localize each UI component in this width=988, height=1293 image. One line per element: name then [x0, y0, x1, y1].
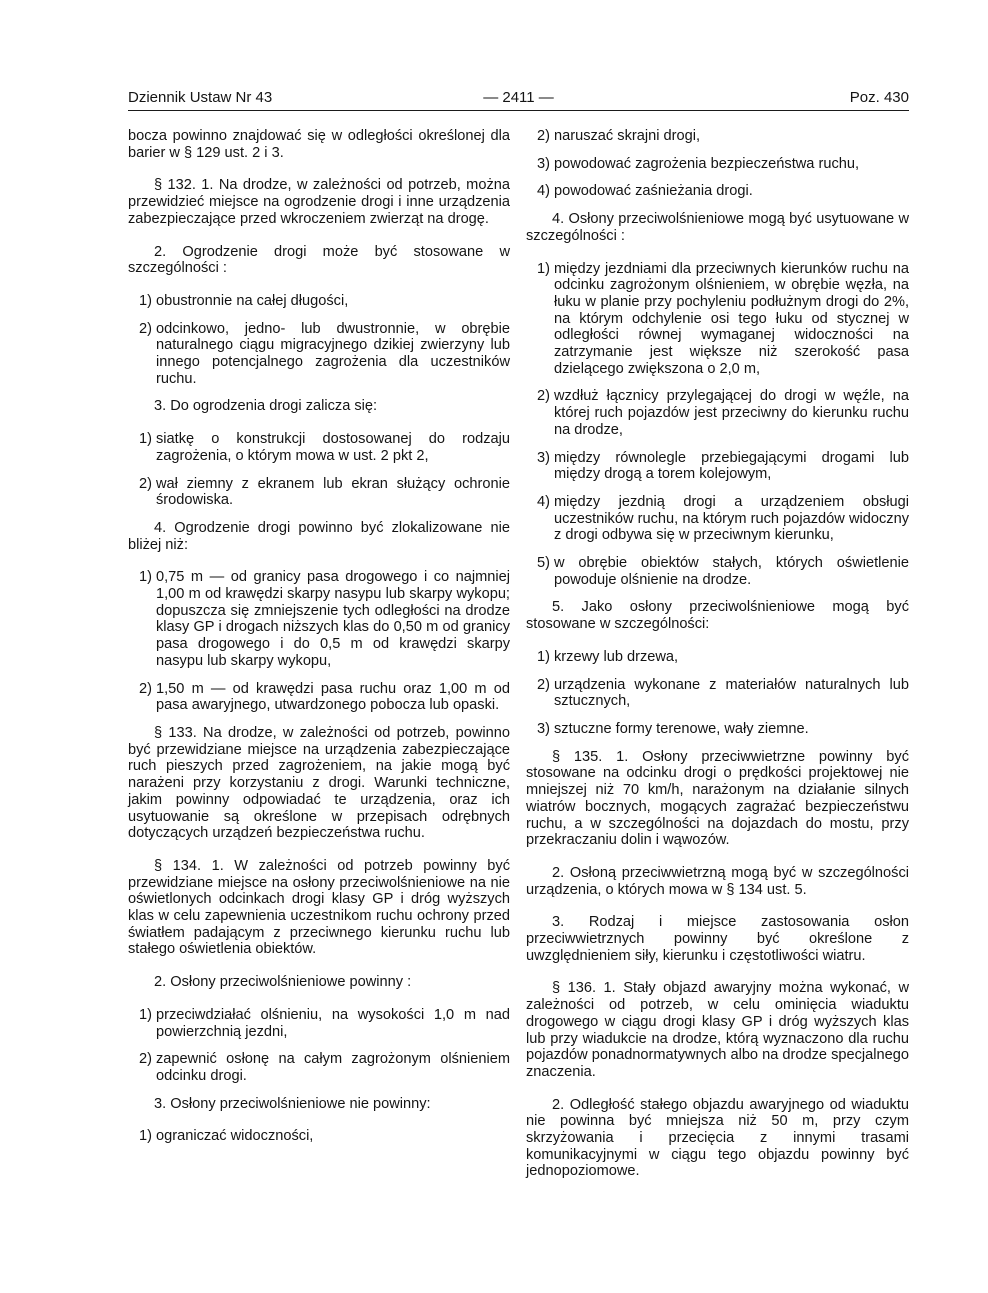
list-item-text: ograniczać widoczności,: [156, 1128, 314, 1145]
list-item-number: 2): [139, 320, 152, 337]
list-item-number: 1): [537, 648, 550, 665]
list-item: [526, 450, 909, 483]
paragraph: bocza powinno znajdować się w odległości określonej dla barier w § 129 ust. 2 i 3.: [128, 128, 510, 161]
list-item-text: sztuczne formy terenowe, wały ziemne.: [554, 720, 809, 737]
list-item: [526, 183, 909, 200]
list-item-text: powodować zagrożenia bezpieczeństwa ruchu,: [554, 155, 860, 172]
position-number: Poz. 430: [849, 89, 909, 106]
list-item: [128, 321, 510, 388]
list-item-number: 3): [537, 720, 550, 737]
list-item: [128, 431, 510, 464]
paragraph: § 132. 1. Na drodze, w zależności od potrzeb, można przewidzieć miejsce na ogrodzenie drogi i inne urządzenia zabezpieczające przed wkroczeniem zwierząt na drogę.: [128, 177, 510, 227]
paragraph: § 134. 1. W zależności od potrzeb powinny być przewidziane miejsce na osłony przeciwolśnieniowe na nie oświetlonych odcinkach drogi klasy GP i dróg wyższych klas w celu zapewnienia uczestnikom ruchu ochrony przed światłem padającym z przeciwnego kierunku ruchu lub stałego oświetlenia obiektów.: [128, 857, 510, 958]
list-item: [128, 681, 510, 714]
list-item: [128, 569, 510, 669]
list-item-text: obustronnie na całej długości,: [156, 292, 349, 309]
list-item: [526, 677, 909, 710]
list-item-number: 2): [537, 388, 550, 405]
list-item: [526, 649, 909, 666]
list-item: [526, 721, 909, 738]
list-item-text: między jezdnią drogi a urządzeniem obsługi uczestników ruchu, na którym ruch pojazdów widoczny z drogi odbywa się w przeciwnym kierunku,: [554, 493, 909, 544]
list-item: [526, 128, 909, 145]
list-item-number: 4): [537, 493, 550, 510]
list-item-text: siatkę o konstrukcji dostosowanej do rodzaju zagrożenia, o którym mowa w ust. 2 pkt 2,: [156, 431, 510, 464]
paragraph: 3. Osłony przeciwolśnieniowe nie powinny:: [154, 1095, 431, 1112]
list-item-text: odcinkowo, jedno- lub dwustronnie, w obrębie naturalnego ciągu migracyjnego dzikiej zwierzyny lub innego potencjalnego zagrożenia dla uczestników ruchu.: [156, 320, 510, 387]
left-column: [128, 128, 510, 1156]
list-item-number: 2): [139, 680, 152, 697]
list-item-number: 3): [537, 449, 550, 466]
list-item: [128, 1128, 510, 1145]
list-item-number: 2): [537, 128, 550, 144]
list-item: [526, 156, 909, 173]
paragraph: 2. Odległość stałego objazdu awaryjnego od wiaduktu nie powinna być mniejsza niż 50 m, przy czym skrzyżowania i przecięcia z innymi trasami komunikacyjnymi w ciągu tego objazdu powinny być jednopoziomowe.: [526, 1096, 909, 1180]
list-item: [128, 1051, 510, 1084]
header-rule: [128, 110, 909, 111]
list-item-number: 1): [139, 1128, 152, 1145]
list-item: [128, 476, 510, 509]
paragraph: 4. Ogrodzenie drogi powinno być zlokalizowane nie bliżej niż:: [128, 519, 510, 553]
list-item-text: między jezdniami dla przeciwnych kierunków ruchu na odcinku zagrożonym olśnieniem, w obrębie węzła, na łuku w planie przy pochyleniu podłużnym drogi do 2%, na którym odchylenie osi tego łuku od stycznej w odległości równej wymaganej widoczności na zatrzymanie jest większe niż szerokość pasa dzielącego zwiększona o 2,0 m,: [554, 260, 909, 377]
list-item-number: 2): [139, 1051, 152, 1068]
paragraph: 2. Osłoną przeciwwietrzną mogą być w szczególności urządzenia, o których mowa w § 134 ust. 5.: [526, 864, 909, 898]
list-item: [526, 494, 909, 544]
journal-title: Dziennik Ustaw Nr 43: [128, 89, 273, 106]
list-item-number: 1): [139, 431, 152, 448]
list-item-number: 3): [537, 155, 550, 172]
paragraph: § 135. 1. Osłony przeciwwietrzne powinny być stosowane na odcinku drogi o prędkości projektowej nie mniejszej niż 70 km/h, narażonym na działanie silnych wiatrów bocznych, mogących zagrażać bezpieczeństwu ruchu, a w szczególności na dojazdach do mostu, przy przekraczaniu dolin i wąwozów.: [526, 748, 909, 849]
list-item-number: 2): [537, 676, 550, 693]
list-item: [128, 293, 510, 310]
list-item-text: między równolegle przebiegającymi drogami lub między drogą a torem kolejowym,: [554, 449, 909, 483]
list-item-number: 1): [139, 569, 152, 586]
list-item-text: 1,50 m — od krawędzi pasa ruchu oraz 1,00 m od pasa awaryjnego, utwardzonego pobocza lub opaski.: [156, 680, 510, 714]
list-item-text: w obrębie obiektów stałych, których oświetlenie powoduje olśnienie na drodze.: [554, 555, 909, 588]
list-item-number: 1): [139, 292, 152, 309]
page-header: [128, 88, 909, 110]
paragraph: § 136. 1. Stały objazd awaryjny można wykonać, w zależności od potrzeb, w celu ominięcia wiaduktu drogowego w ciągu drogi klasy GP i dróg wyższych klas lub przy wiadukcie na drodze, którą wyznaczono dla ruchu pojazdów ponadnormatywnych albo na drodze specjalnego znaczenia.: [526, 980, 909, 1080]
list-item: [526, 261, 909, 378]
list-item-text: wzdłuż łącznicy przylegającej do drogi w węźle, na której ruch pojazdów jest przeciwny do kierunku ruchu na drodze,: [554, 388, 909, 438]
list-item-text: zapewnić osłonę na całym zagrożonym olśnieniem odcinku drogi.: [156, 1051, 510, 1084]
list-item: [526, 388, 909, 438]
list-item-text: urządzenia wykonane z materiałów naturalnych lub sztucznych,: [554, 676, 909, 710]
paragraph: 2. Ogrodzenie drogi może być stosowane w szczególności :: [128, 243, 510, 277]
list-item-text: powodować zaśnieżania drogi.: [554, 183, 753, 200]
list-item-number: 1): [537, 260, 550, 277]
list-item-number: 4): [537, 183, 550, 200]
paragraph: § 133. Na drodze, w zależności od potrzeb, powinno być przewidziane miejsce na urządzenia zabezpieczające ruch pieszych przed zagrożeniem, na jakie mogą być narażeni przy korzystaniu z drogi. Warunki techniczne, jakim powinny odpowiadać te urządzenia, oraz ich usytuowanie są określone w przepisach odrębnych dotyczących urządzeń bezpieczeństwa ruchu.: [128, 724, 510, 842]
list-item-text: przeciwdziałać olśnieniu, na wysokości 1,0 m nad powierzchnią jezdni,: [156, 1006, 510, 1040]
list-item-number: 1): [139, 1006, 152, 1023]
list-item: [128, 1007, 510, 1040]
paragraph: 4. Osłony przeciwolśnieniowe mogą być usytuowane w szczególności :: [526, 211, 909, 244]
right-column: [526, 128, 909, 1196]
paragraph: 3. Rodzaj i miejsce zastosowania osłon przeciwwietrznych powinny być określone z uwzględnieniem siły, kierunku i częstotliwości wiatru.: [526, 914, 909, 964]
page-number: — 2411 —: [483, 89, 554, 106]
paragraph: 5. Jako osłony przeciwolśnieniowe mogą być stosowane w szczególności:: [526, 599, 909, 633]
paragraph: 3. Do ogrodzenia drogi zalicza się:: [154, 398, 378, 415]
list-item-number: 5): [537, 555, 550, 572]
list-item-text: 0,75 m — od granicy pasa drogowego i co najmniej 1,00 m od krawędzi skarpy nasypu lub skarpy wykopu; dopuszcza się zmniejszenie tych odległości na drodze klasy GP i drogach niższych klas do 0,50 m od granicy pasa drogowego i do 0,5 m od krawędzi skarpy nasypu lub skarpy wykopu,: [156, 569, 510, 669]
list-item-text: naruszać skrajni drogi,: [554, 128, 701, 144]
list-item-number: 2): [139, 475, 152, 492]
list-item: [526, 555, 909, 588]
list-item-text: krzewy lub drzewa,: [554, 648, 679, 665]
paragraph: 2. Osłony przeciwolśnieniowe powinny :: [154, 974, 412, 991]
list-item-text: wał ziemny z ekranem lub ekran służący ochronie środowiska.: [156, 475, 510, 509]
